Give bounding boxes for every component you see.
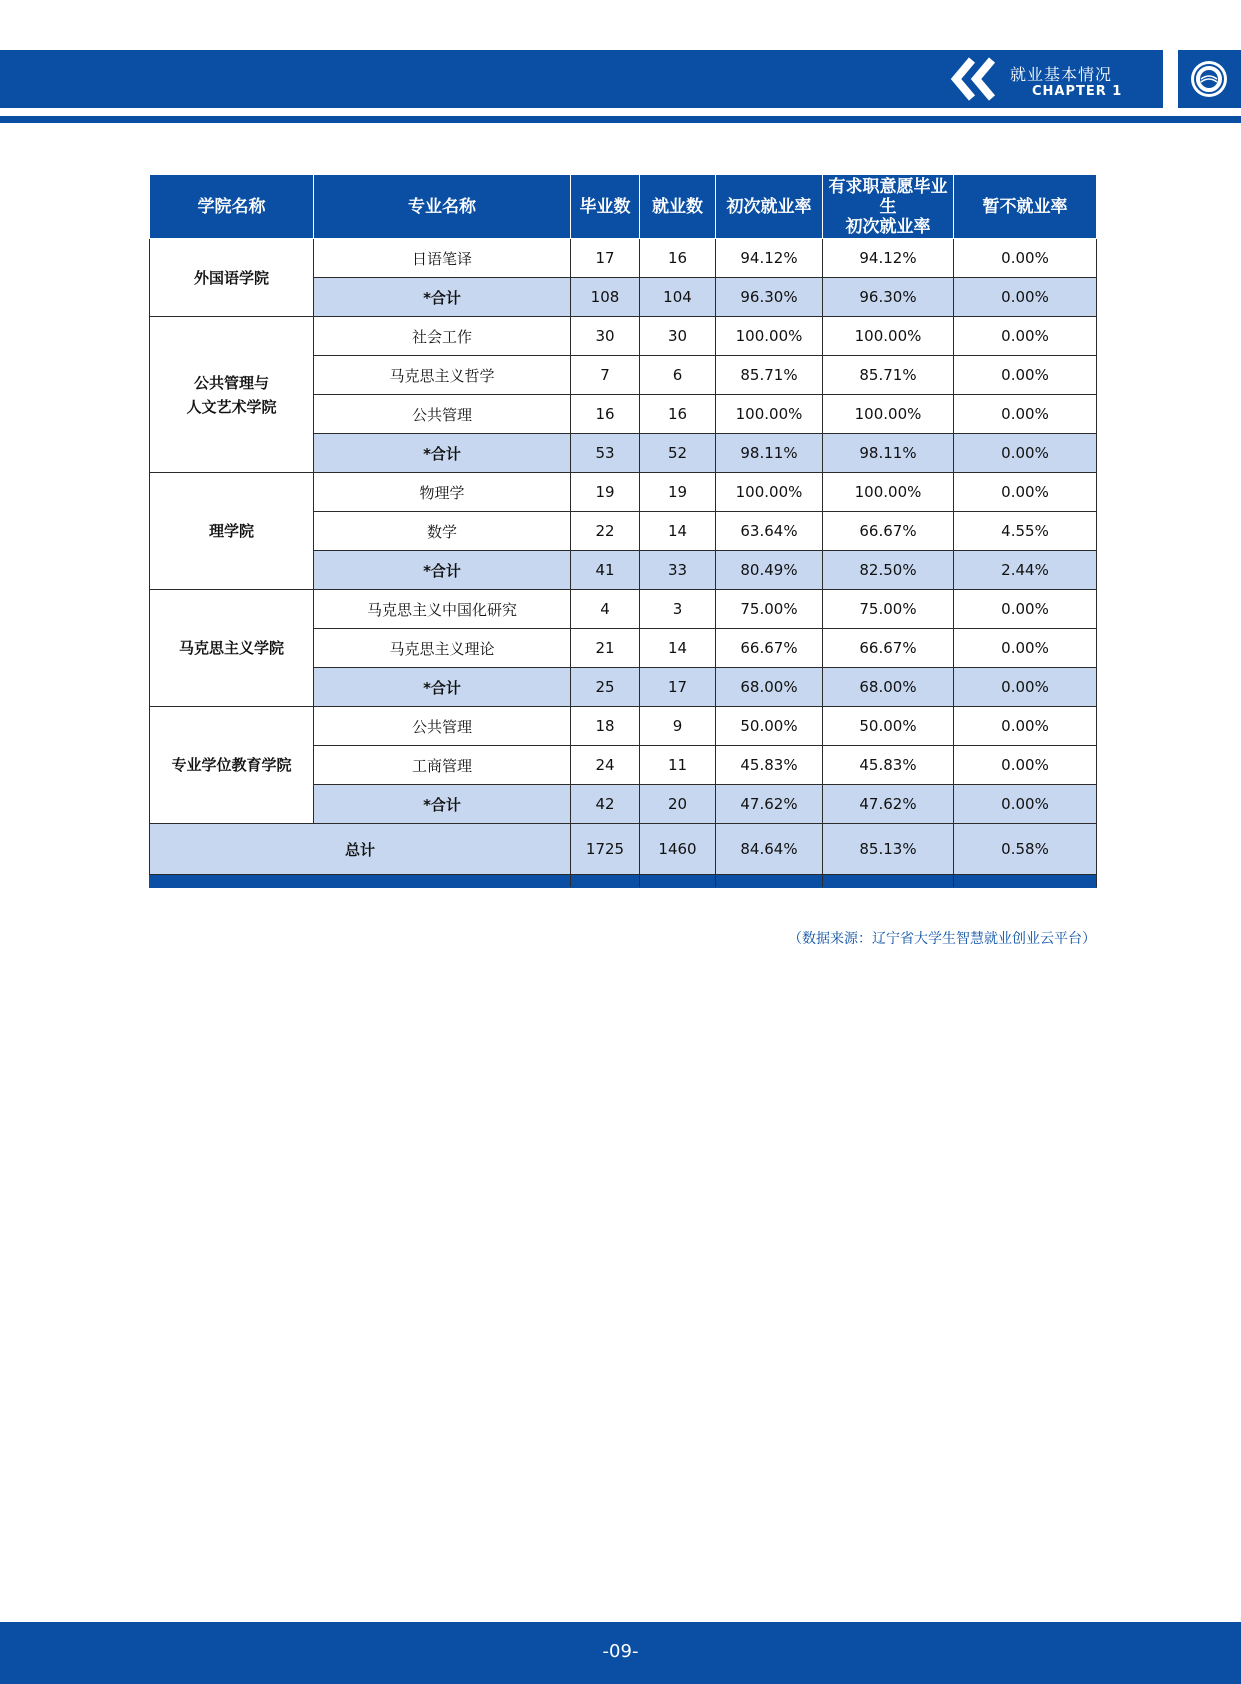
total-initial-rate: 84.64% <box>716 824 823 875</box>
chapter-title: 就业基本情况 <box>1010 65 1113 84</box>
table-row: 马克思主义学院 马克思主义中国化研究 4 3 75.00% 75.00% 0.00% <box>150 590 1097 629</box>
header-not-employed-rate: 暂不就业率 <box>954 175 1097 239</box>
table-row: 外国语学院 日语笔译 17 16 94.12% 94.12% 0.00% <box>150 239 1097 278</box>
subtotal-row: *合计 53 52 98.11% 98.11% 0.00% <box>150 434 1097 473</box>
page-number: -09- <box>602 1641 639 1662</box>
university-emblem-icon <box>1189 59 1229 99</box>
total-label: 总计 <box>150 824 571 875</box>
table-row: 专业学位教育学院 公共管理 18 9 50.00% 50.00% 0.00% <box>150 707 1097 746</box>
subtotal-row: *合计 42 20 47.62% 47.62% 0.00% <box>150 785 1097 824</box>
subtotal-row: *合计 25 17 68.00% 68.00% 0.00% <box>150 668 1097 707</box>
header-divider <box>0 116 1241 123</box>
chapter-number: CHAPTER 1 <box>1032 84 1123 99</box>
table-footer-band <box>150 875 1097 888</box>
table-row: 数学 22 14 63.64% 66.67% 4.55% <box>150 512 1097 551</box>
total-willing-rate: 85.13% <box>823 824 954 875</box>
college-name: 公共管理与 人文艺术学院 <box>150 317 314 473</box>
double-chevron-left-icon <box>948 56 1000 102</box>
college-name: 理学院 <box>150 473 314 590</box>
employment-table <box>149 174 1097 888</box>
subtotal-row: *合计 108 104 96.30% 96.30% 0.00% <box>150 278 1097 317</box>
header-initial-rate: 初次就业率 <box>716 175 823 239</box>
table-row: 马克思主义哲学 7 6 85.71% 85.71% 0.00% <box>150 356 1097 395</box>
college-name: 马克思主义学院 <box>150 590 314 707</box>
total-graduates: 1725 <box>571 824 640 875</box>
header-major: 专业名称 <box>314 175 571 239</box>
header-college: 学院名称 <box>150 175 314 239</box>
table-row: 马克思主义理论 21 14 66.67% 66.67% 0.00% <box>150 629 1097 668</box>
data-source-note: （数据来源：辽宁省大学生智慧就业创业云平台） <box>788 931 1096 947</box>
college-name: 外国语学院 <box>150 239 314 317</box>
table-header-row <box>150 175 1097 239</box>
table-row: 理学院 物理学 19 19 100.00% 100.00% 0.00% <box>150 473 1097 512</box>
header-willing-rate: 有求职意愿毕业生 初次就业率 <box>823 175 954 239</box>
total-row <box>150 824 1097 875</box>
table-row: 公共管理与 人文艺术学院 社会工作 30 30 100.00% 100.00% 0.00% <box>150 317 1097 356</box>
table-row: 公共管理 16 16 100.00% 100.00% 0.00% <box>150 395 1097 434</box>
total-not-employed-rate: 0.58% <box>954 824 1097 875</box>
header-graduates: 毕业数 <box>571 175 640 239</box>
table-row: 工商管理 24 11 45.83% 45.83% 0.00% <box>150 746 1097 785</box>
logo-box <box>1178 50 1241 108</box>
total-employed: 1460 <box>640 824 716 875</box>
subtotal-row: *合计 41 33 80.49% 82.50% 2.44% <box>150 551 1097 590</box>
header-employed: 就业数 <box>640 175 716 239</box>
college-name: 专业学位教育学院 <box>150 707 314 824</box>
